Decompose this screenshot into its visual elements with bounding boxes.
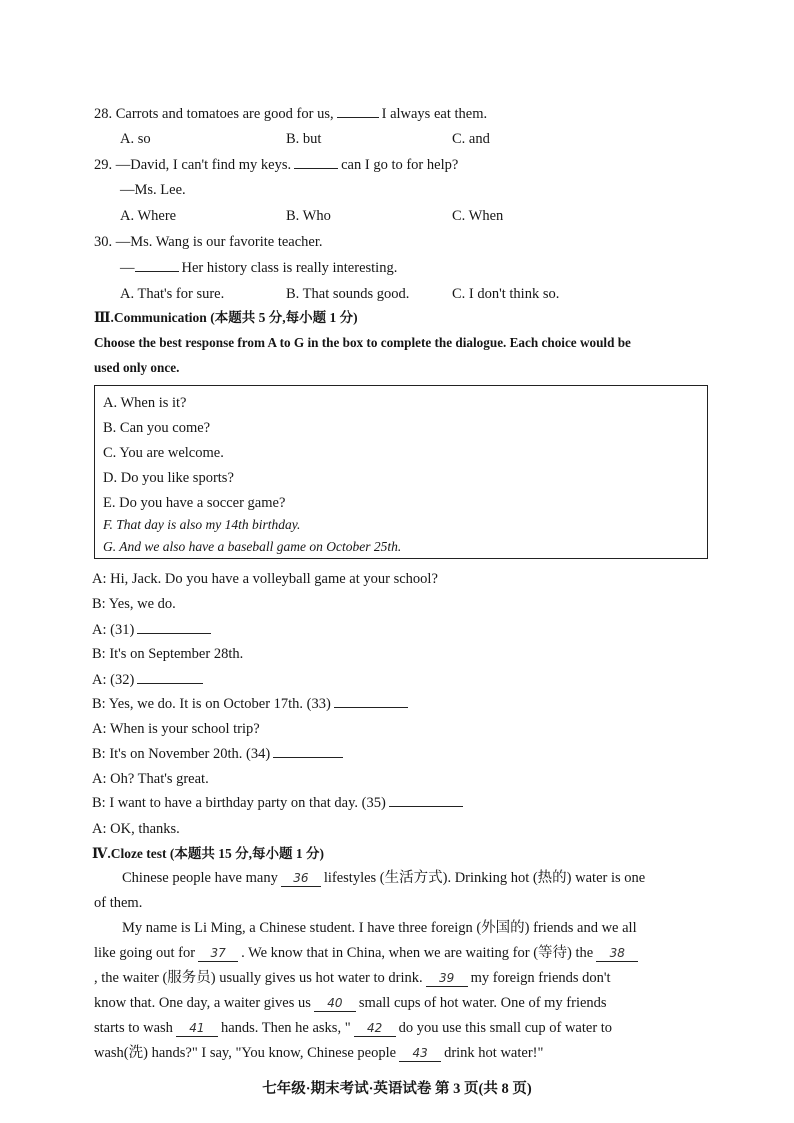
section-3-instruction-cont: used only once. [94,360,180,375]
dialogue-line: B: Yes, we do. [92,596,176,612]
cloze-line [122,868,645,888]
dialogue-line [92,694,411,714]
cloze-line: of them. [94,895,143,911]
cloze-line [94,1018,612,1038]
section-4-heading: Ⅳ.Cloze test (本题共 15 分,每小题 1 分) [92,846,325,861]
dialogue-line [92,793,466,813]
options-box [94,385,708,559]
cloze-text: wash(洗) hands?" I say, "You know, Chinese people [94,1045,397,1061]
cloze-line [94,943,641,963]
question-30-reply [120,258,397,278]
choice-a: A. When is it? [103,395,187,411]
cloze-text: lifestyles (生活方式). Drinking hot (热的) water is one [323,870,646,886]
question-29-stem: 29. —David, I can't find my keys. [94,157,292,173]
cloze-text: Chinese people have many [122,870,278,886]
choice-g: G. And we also have a baseball game on October 25th. [103,539,402,554]
answer-blank [294,167,338,169]
cloze-blank-40: 40 [314,995,356,1012]
answer-blank-33 [334,706,408,708]
cloze-text: like going out for [94,945,196,961]
dialogue-line: B: It's on September 28th. [92,646,244,662]
option-c: C. I don't think so. [452,286,560,302]
section-3-instruction: Choose the best response from A to G in the box to complete the dialogue. Each choice would be [94,335,631,350]
page-footer: 七年级·期末考试·英语试卷 第 3 页(共 8 页) [262,1081,532,1097]
choice-f: F. That day is also my 14th birthday. [103,517,301,532]
dialogue-line: A: When is your school trip? [92,721,260,737]
cloze-blank-42: 42 [354,1020,396,1037]
question-28-stem: 28. Carrots and tomatoes are good for us, [94,106,334,122]
dialogue-line [92,744,346,764]
cloze-line [94,993,607,1013]
dialogue-line [92,620,214,640]
cloze-blank-41: 41 [176,1020,218,1037]
choice-b: B. Can you come? [103,420,211,436]
answer-blank-32 [137,682,203,684]
answer-blank-31 [137,632,211,634]
cloze-text: know that. One day, a waiter gives us [94,995,311,1011]
answer-blank [337,116,379,118]
choice-c: C. You are welcome. [103,445,224,461]
reply-dash: — [120,260,135,276]
cloze-line: My name is Li Ming, a Chinese student. I have three foreign (外国的) friends and we all [122,920,637,936]
cloze-text: hands. Then he asks, " [220,1020,351,1036]
dialogue-35: B: I want to have a birthday party on that day. (35) [92,795,386,811]
dialogue-32: A: (32) [92,672,135,688]
cloze-blank-43: 43 [399,1045,441,1062]
cloze-text: my foreign friends don't [470,970,611,986]
choice-d: D. Do you like sports? [103,470,234,486]
question-29-reply: —Ms. Lee. [120,182,186,198]
option-b: B. Who [286,208,331,224]
option-c: C. and [452,131,490,147]
cloze-text: drink hot water!" [444,1045,544,1061]
dialogue-31: A: (31) [92,622,135,638]
option-a: A. Where [120,208,177,224]
question-30: 30. —Ms. Wang is our favorite teacher. [94,234,323,250]
answer-blank [135,270,179,272]
question-28 [94,104,487,124]
cloze-blank-39: 39 [426,970,468,987]
cloze-text: small cups of hot water. One of my friends [358,995,607,1011]
cloze-blank-37: 37 [198,945,238,962]
option-b: B. That sounds good. [286,286,410,302]
dialogue-line: A: OK, thanks. [92,821,180,837]
option-c: C. When [452,208,504,224]
answer-blank-34 [273,756,343,758]
cloze-text: do you use this small cup of water to [398,1020,613,1036]
answer-blank-35 [389,805,463,807]
question-28-stem-end: I always eat them. [381,106,488,122]
cloze-line [94,968,611,988]
dialogue-34: B: It's on November 20th. (34) [92,746,271,762]
option-a: A. so [120,131,151,147]
question-30-reply-text: Her history class is really interesting. [181,260,398,276]
option-a: A. That's for sure. [120,286,225,302]
choice-e: E. Do you have a soccer game? [103,495,286,511]
question-29 [94,155,458,175]
cloze-text: starts to wash [94,1020,173,1036]
cloze-line [94,1043,543,1063]
section-3-heading: Ⅲ.Communication (本题共 5 分,每小题 1 分) [94,310,358,325]
dialogue-line [92,670,206,690]
dialogue-line: A: Hi, Jack. Do you have a volleyball game at your school? [92,571,438,587]
cloze-blank-38: 38 [596,945,638,962]
question-29-stem-end: can I go to for help? [341,157,459,173]
dialogue-33: B: Yes, we do. It is on October 17th. (33) [92,696,331,712]
cloze-text: , the waiter (服务员) usually gives us hot water to drink. [94,970,423,986]
cloze-blank-36: 36 [281,870,321,887]
cloze-text: . We know that in China, when we are waiting for (等待) the [241,945,594,961]
option-b: B. but [286,131,322,147]
dialogue-line: A: Oh? That's great. [92,771,209,787]
